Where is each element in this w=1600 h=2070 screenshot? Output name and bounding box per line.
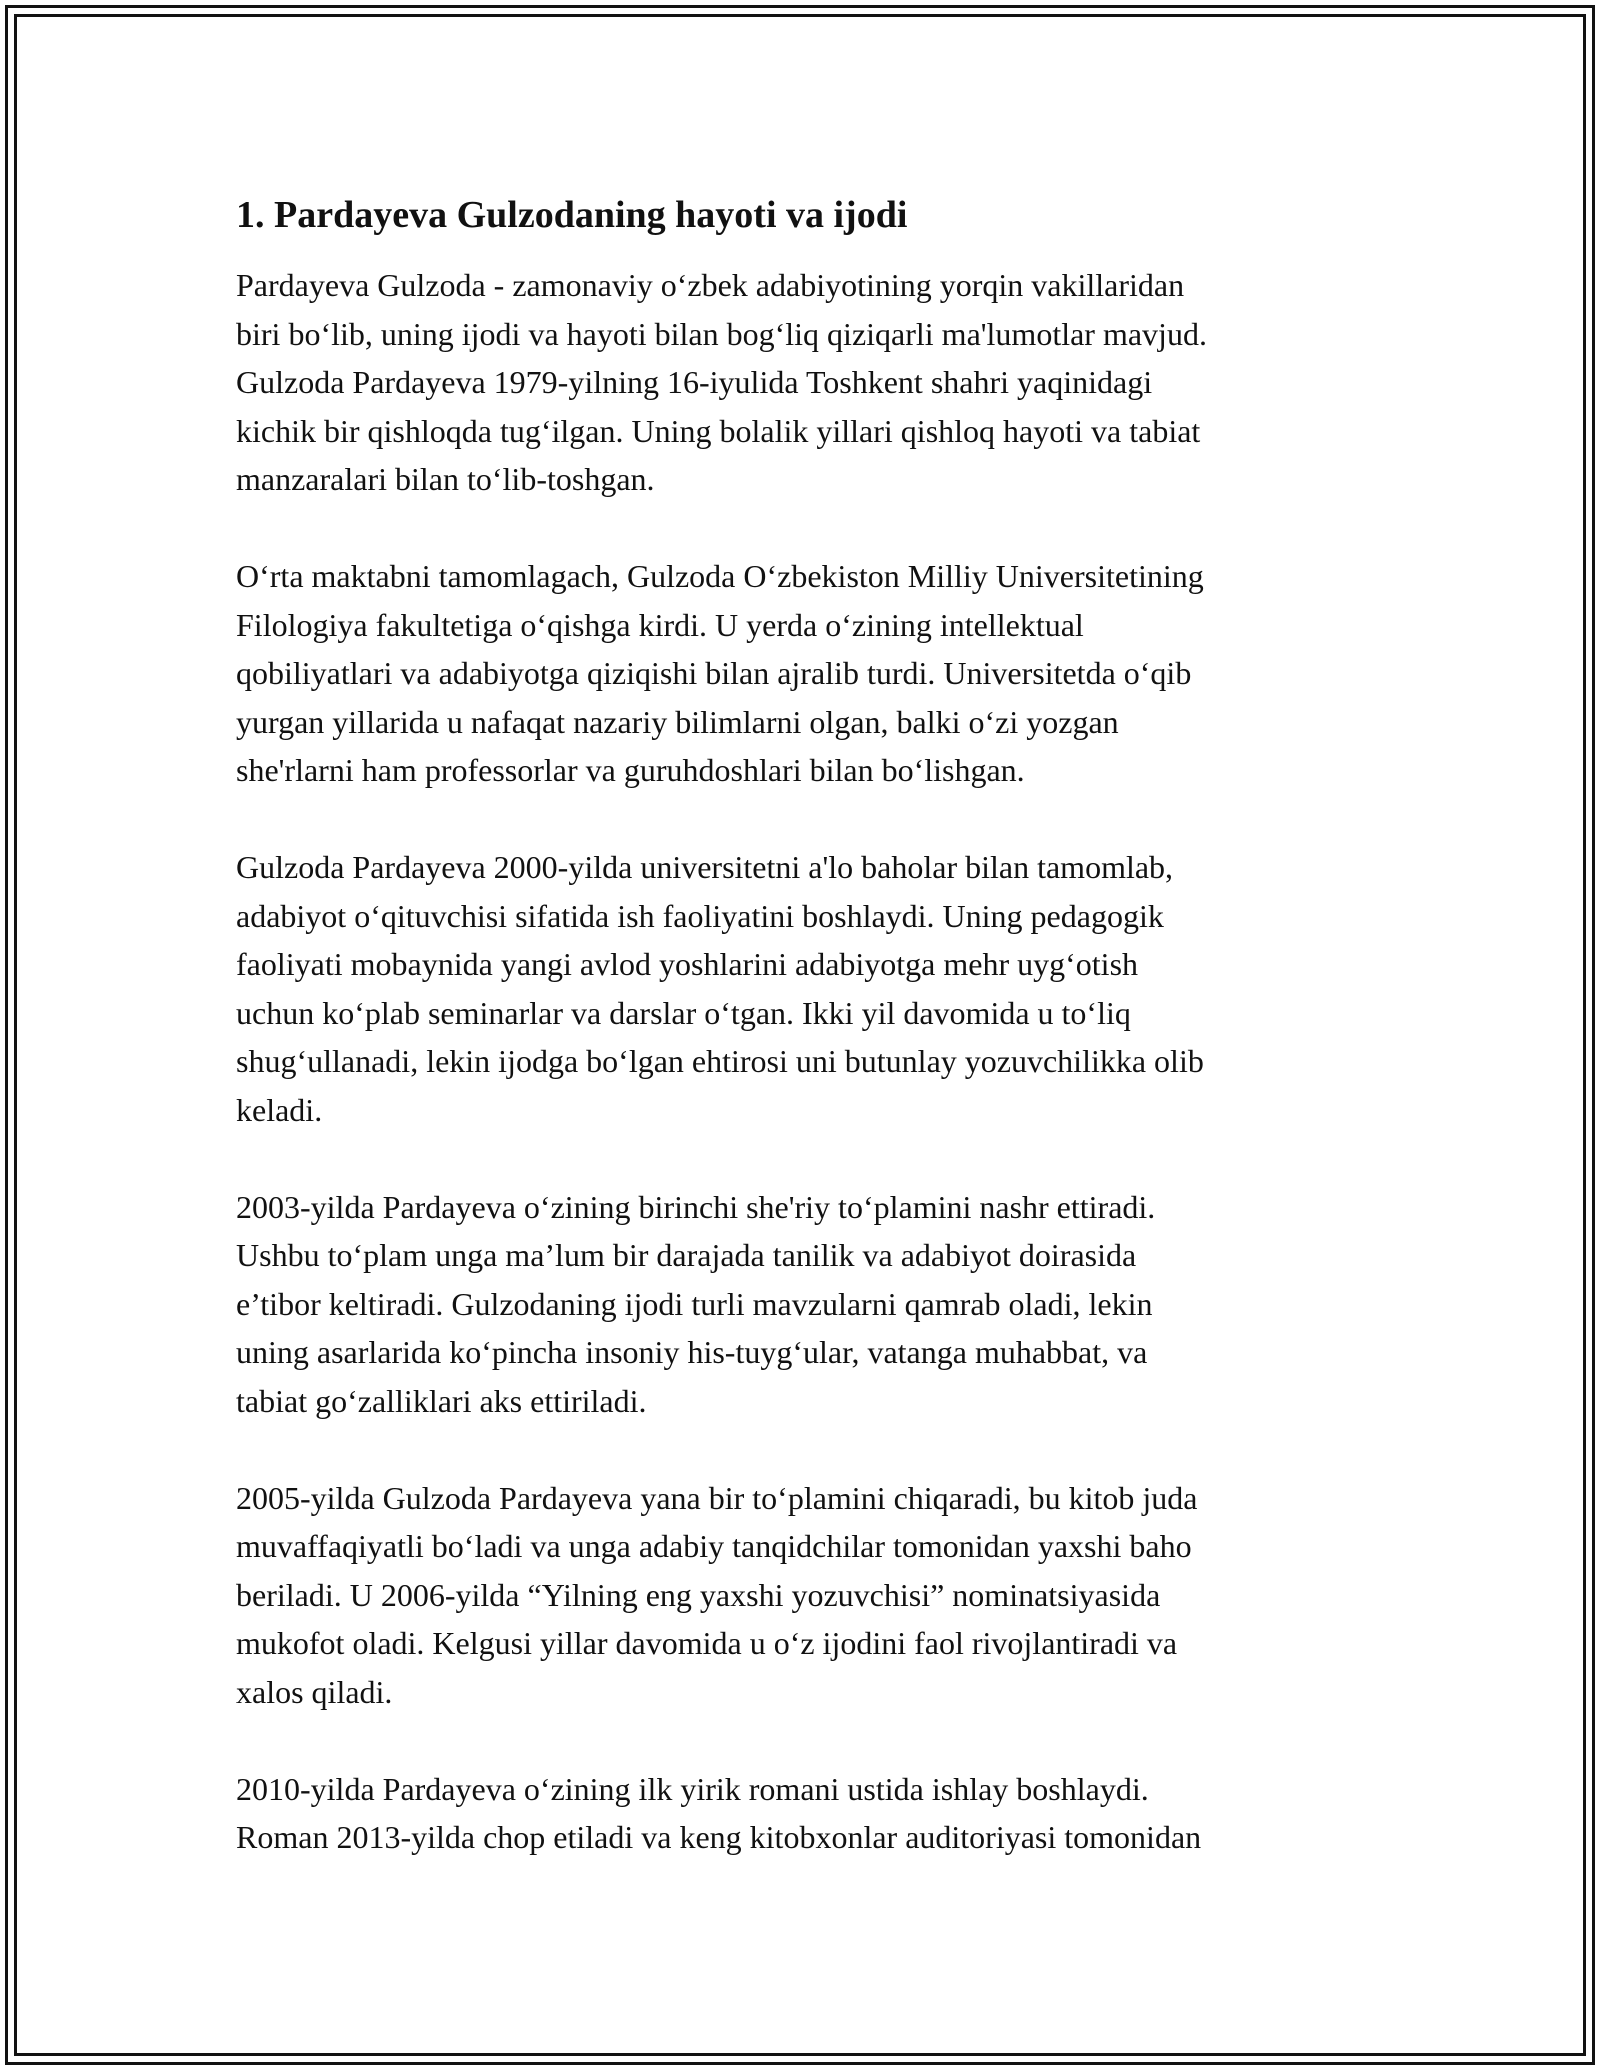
text-line: kichik bir qishloqda tug‘ilgan. Uning bolalik yillari qishloq hayoti va tabiat (236, 412, 1201, 449)
paragraph-spacer (236, 504, 1356, 553)
text-line: qobiliyatlari va adabiyotga qiziqishi bilan ajralib turdi. Universitetda o‘qib (236, 655, 1192, 691)
paragraph-spacer (236, 1716, 1356, 1765)
text-line: tabiat go‘zalliklari aks ettiriladi. (236, 1382, 647, 1419)
text-line: yurgan yillarida u nafaqat nazariy bilimlarni olgan, balki o‘zi yozgan (236, 703, 1119, 740)
paragraph-3 (236, 843, 1356, 1134)
text-line: 2003-yilda Pardayeva o‘zining birinchi she'riy to‘plamini nashr ettiradi. (236, 1188, 1156, 1225)
text-line: e’tibor keltiradi. Gulzodaning ijodi turli mavzularni qamrab oladi, lekin (236, 1285, 1153, 1322)
paragraph-5 (236, 1474, 1356, 1717)
section-heading: 1. Pardayeva Gulzodaning hayoti va ijodi (236, 194, 908, 236)
paragraph-spacer (236, 1134, 1356, 1183)
paragraph-2 (236, 552, 1356, 795)
text-line: shug‘ullanadi, lekin ijodga bo‘lgan ehtirosi uni butunlay yozuvchilikka olib (236, 1043, 1204, 1079)
paragraph-spacer (236, 795, 1356, 844)
text-line: O‘rta maktabni tamomlagach, Gulzoda O‘zbekiston Milliy Universitetining (236, 558, 1204, 594)
text-line: Filologiya fakultetiga o‘qishga kirdi. U yerda o‘zining intellektual (236, 606, 1084, 643)
paragraph-1 (236, 261, 1356, 504)
heading-spacer (236, 242, 1356, 261)
text-line: keladi. (236, 1091, 323, 1128)
paragraph-6 (236, 1765, 1356, 1862)
text-line: uning asarlarida ko‘pincha insoniy his-tuyg‘ular, vatanga muhabbat, va (236, 1334, 1148, 1370)
text-line: Ushbu to‘plam unga ma’lum bir darajada tanilik va adabiyot doirasida (236, 1237, 1137, 1273)
text-line: Gulzoda Pardayeva 1979-yilning 16-iyulida Toshkent shahri yaqinidagi (236, 364, 1153, 400)
text-line: Roman 2013-yilda chop etiladi va keng kitobxonlar auditoriyasi tomonidan (236, 1819, 1202, 1855)
text-line: she'rlarni ham professorlar va guruhdoshlari bilan bo‘lishgan. (236, 752, 1025, 788)
text-line: biri bo‘lib, uning ijodi va hayoti bilan bog‘liq qiziqarli ma'lumotlar mavjud. (236, 315, 1207, 352)
paragraph-spacer (236, 1425, 1356, 1474)
text-line: muvaffaqiyatli bo‘ladi va unga adabiy tanqidchilar tomonidan yaxshi baho (236, 1528, 1192, 1564)
text-line: 2010-yilda Pardayeva o‘zining ilk yirik romani ustida ishlay boshlaydi. (236, 1770, 1149, 1807)
text-line: faoliyati mobaynida yangi avlod yoshlarini adabiyotga mehr uyg‘otish (236, 946, 1139, 982)
text-line: adabiyot o‘qituvchisi sifatida ish faoliyatini boshlaydi. Uning pedagogik (236, 897, 1164, 934)
text-line: uchun ko‘plab seminarlar va darslar o‘tgan. Ikki yil davomida u to‘liq (236, 994, 1131, 1031)
text-line: Pardayeva Gulzoda - zamonaviy o‘zbek adabiyotining yorqin vakillaridan (236, 267, 1185, 303)
document-body (236, 188, 1356, 1862)
paragraph-4 (236, 1183, 1356, 1426)
text-line: mukofot oladi. Kelgusi yillar davomida u o‘z ijodini faol rivojlantiradi va (236, 1625, 1178, 1661)
text-line: Gulzoda Pardayeva 2000-yilda universitetni a'lo baholar bilan tamomlab, (236, 849, 1174, 885)
text-line: manzaralari bilan to‘lib-toshgan. (236, 461, 655, 497)
text-line: 2005-yilda Gulzoda Pardayeva yana bir to‘plamini chiqaradi, bu kitob juda (236, 1479, 1198, 1516)
text-line: beriladi. U 2006-yilda “Yilning eng yaxshi yozuvchisi” nominatsiyasida (236, 1576, 1161, 1613)
text-line: xalos qiladi. (236, 1673, 393, 1710)
